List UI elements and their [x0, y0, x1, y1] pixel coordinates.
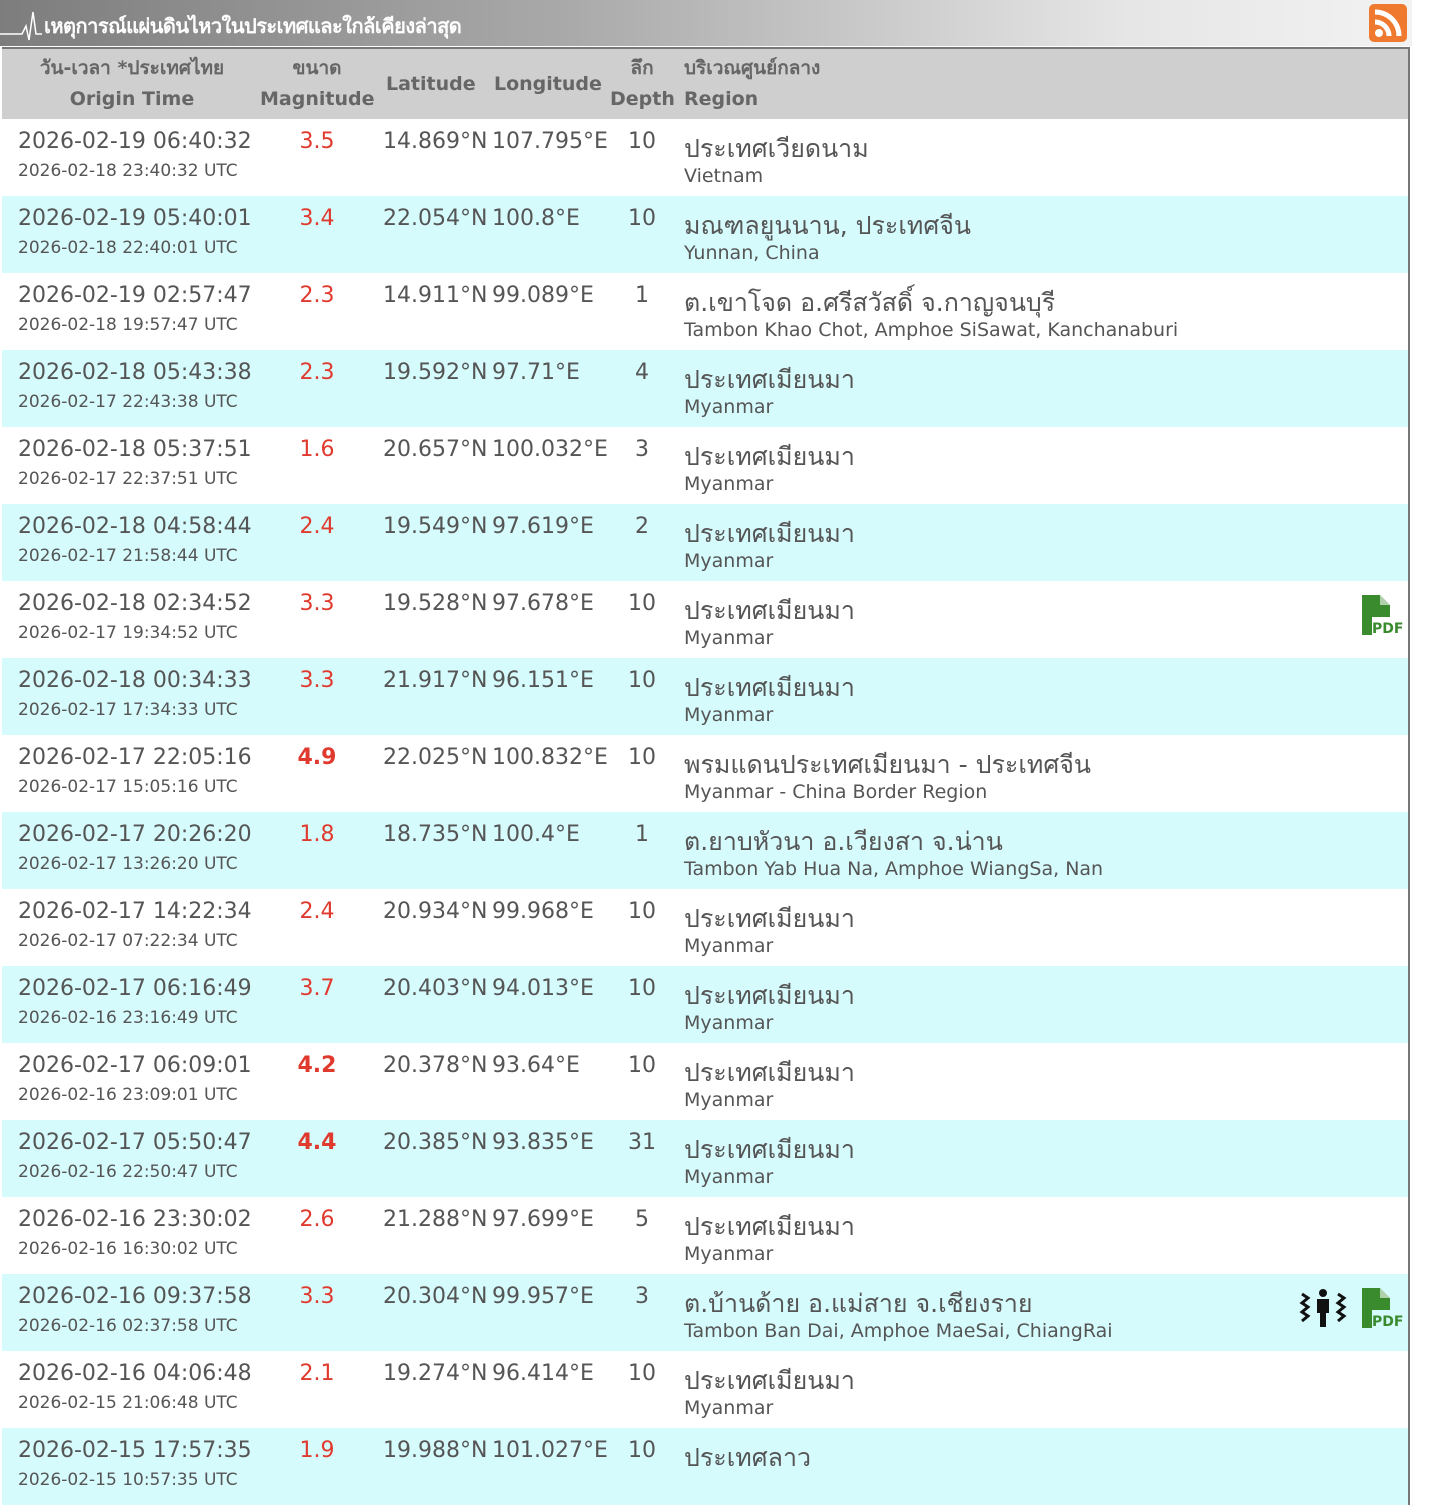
longitude: 97.71°E	[492, 360, 580, 385]
local-time: 2026-02-16 23:30:02	[18, 1207, 252, 1232]
latitude: 19.988°N	[383, 1438, 488, 1463]
latitude: 20.378°N	[383, 1053, 488, 1078]
magnitude: 3.3	[299, 668, 335, 693]
magnitude: 2.1	[299, 1361, 335, 1386]
longitude: 93.835°E	[492, 1130, 594, 1155]
local-time: 2026-02-18 02:34:52	[18, 591, 252, 616]
local-time: 2026-02-19 02:57:47	[18, 283, 252, 308]
local-time: 2026-02-16 09:37:58	[18, 1284, 252, 1309]
utc-time: 2026-02-16 02:37:58 UTC	[18, 1316, 238, 1336]
page-title: เหตุการณ์แผ่นดินไหวในประเทศและใกล้เคียงล่าสุด	[44, 14, 462, 38]
depth: 1	[635, 283, 649, 308]
depth: 10	[628, 976, 656, 1001]
region-english: Myanmar	[684, 1012, 774, 1034]
local-time: 2026-02-17 06:16:49	[18, 976, 252, 1001]
region-english: Tambon Yab Hua Na, Amphoe WiangSa, Nan	[684, 858, 1104, 880]
magnitude: 3.3	[299, 591, 335, 616]
magnitude: 2.4	[299, 514, 335, 539]
local-time: 2026-02-15 17:57:35	[18, 1438, 252, 1463]
longitude: 99.957°E	[492, 1284, 594, 1309]
magnitude: 4.4	[297, 1130, 337, 1155]
header-depth	[610, 53, 674, 115]
table-body	[2, 119, 1408, 1505]
region-thai[interactable]: ประเทศเมียนมา	[684, 519, 855, 548]
utc-time: 2026-02-17 13:26:20 UTC	[18, 854, 238, 874]
longitude: 97.619°E	[492, 514, 594, 539]
depth: 3	[635, 437, 649, 462]
local-time: 2026-02-19 05:40:01	[18, 206, 252, 231]
header-longitude: Longitude	[494, 73, 602, 95]
table-row[interactable]	[2, 350, 1408, 427]
latitude: 20.657°N	[383, 437, 488, 462]
header-depth-th: ลึก	[630, 57, 654, 79]
felt-report-icon[interactable]	[1296, 1288, 1350, 1336]
table-row[interactable]	[2, 1428, 1408, 1505]
pdf-report-icon[interactable]	[1360, 595, 1404, 643]
local-time: 2026-02-17 22:05:16	[18, 745, 252, 770]
header-latitude: Latitude	[386, 73, 476, 95]
utc-time: 2026-02-17 22:37:51 UTC	[18, 469, 238, 489]
longitude: 93.64°E	[492, 1053, 580, 1078]
longitude: 96.414°E	[492, 1361, 594, 1386]
region-english: Myanmar	[684, 704, 774, 726]
table-row[interactable]	[2, 273, 1408, 350]
header-region	[684, 53, 820, 115]
longitude: 94.013°E	[492, 976, 594, 1001]
region-thai[interactable]: ประเทศเมียนมา	[684, 1366, 855, 1395]
header-time-th: วัน-เวลา *ประเทศไทย	[39, 57, 225, 79]
seismograph-icon	[0, 8, 42, 42]
latitude: 21.288°N	[383, 1207, 488, 1232]
region-english: Myanmar	[684, 1166, 774, 1188]
longitude: 101.027°E	[492, 1438, 608, 1463]
region-thai[interactable]: มณฑลยูนนาน, ประเทศจีน	[684, 211, 971, 240]
depth: 2	[635, 514, 649, 539]
local-time: 2026-02-17 06:09:01	[18, 1053, 252, 1078]
local-time: 2026-02-18 04:58:44	[18, 514, 252, 539]
region-english: Myanmar	[684, 1089, 774, 1111]
utc-time: 2026-02-15 10:57:35 UTC	[18, 1470, 238, 1490]
table-row[interactable]	[2, 1120, 1408, 1197]
header-region-en: Region	[684, 88, 759, 110]
latitude: 20.403°N	[383, 976, 488, 1001]
longitude: 107.795°E	[492, 129, 608, 154]
depth: 10	[628, 1053, 656, 1078]
depth: 10	[628, 1361, 656, 1386]
latitude: 14.911°N	[383, 283, 488, 308]
latitude: 19.274°N	[383, 1361, 488, 1386]
utc-time: 2026-02-17 07:22:34 UTC	[18, 931, 238, 951]
magnitude: 3.3	[299, 1284, 335, 1309]
region-english: Myanmar	[684, 1397, 774, 1419]
table-header	[2, 49, 1408, 119]
region-english: Myanmar - China Border Region	[684, 781, 988, 803]
local-time: 2026-02-19 06:40:32	[18, 129, 252, 154]
region-thai[interactable]: ประเทศเมียนมา	[684, 673, 855, 702]
longitude: 97.678°E	[492, 591, 594, 616]
region-english: Myanmar	[684, 935, 774, 957]
table-row[interactable]	[2, 196, 1408, 273]
magnitude: 2.6	[299, 1207, 335, 1232]
table-row[interactable]	[2, 581, 1408, 658]
region-thai[interactable]: ประเทศเมียนมา	[684, 1212, 855, 1241]
utc-time: 2026-02-15 21:06:48 UTC	[18, 1393, 238, 1413]
row-icons	[1360, 595, 1404, 643]
table-row[interactable]	[2, 658, 1408, 735]
table-row[interactable]	[2, 1197, 1408, 1274]
latitude: 19.528°N	[383, 591, 488, 616]
latitude: 18.735°N	[383, 822, 488, 847]
latitude: 20.385°N	[383, 1130, 488, 1155]
local-time: 2026-02-18 00:34:33	[18, 668, 252, 693]
magnitude: 2.3	[299, 360, 335, 385]
utc-time: 2026-02-16 23:16:49 UTC	[18, 1008, 238, 1028]
region-english: Tambon Ban Dai, Amphoe MaeSai, ChiangRai	[684, 1320, 1113, 1342]
longitude: 99.968°E	[492, 899, 594, 924]
utc-time: 2026-02-17 15:05:16 UTC	[18, 777, 238, 797]
latitude: 22.025°N	[383, 745, 488, 770]
pdf-report-icon[interactable]	[1360, 1288, 1404, 1336]
latitude: 22.054°N	[383, 206, 488, 231]
region-english: Myanmar	[684, 396, 774, 418]
table-row[interactable]	[2, 889, 1408, 966]
region-thai[interactable]: พรมแดนประเทศเมียนมา - ประเทศจีน	[684, 750, 1091, 779]
magnitude: 1.6	[299, 437, 335, 462]
magnitude: 3.7	[299, 976, 335, 1001]
utc-time: 2026-02-17 19:34:52 UTC	[18, 623, 238, 643]
table-row[interactable]	[2, 504, 1408, 581]
region-english: Yunnan, China	[684, 242, 820, 264]
longitude: 100.4°E	[492, 822, 580, 847]
depth: 31	[628, 1130, 656, 1155]
header-mag-th: ขนาด	[292, 57, 342, 79]
latitude: 21.917°N	[383, 668, 488, 693]
utc-time: 2026-02-17 21:58:44 UTC	[18, 546, 238, 566]
depth: 10	[628, 899, 656, 924]
earthquake-table	[2, 47, 1410, 1505]
region-thai[interactable]: ต.ยาบหัวนา อ.เวียงสา จ.น่าน	[684, 827, 1003, 856]
region-english: Myanmar	[684, 473, 774, 495]
region-thai[interactable]: ประเทศเมียนมา	[684, 442, 855, 471]
longitude: 100.8°E	[492, 206, 580, 231]
longitude: 97.699°E	[492, 1207, 594, 1232]
local-time: 2026-02-17 20:26:20	[18, 822, 252, 847]
region-english: Vietnam	[684, 165, 764, 187]
latitude: 14.869°N	[383, 129, 488, 154]
utc-time: 2026-02-18 22:40:01 UTC	[18, 238, 238, 258]
depth: 10	[628, 591, 656, 616]
region-thai[interactable]: ประเทศเมียนมา	[684, 904, 855, 933]
table-row[interactable]	[2, 427, 1408, 504]
magnitude: 1.8	[299, 822, 335, 847]
region-thai[interactable]: ประเทศเวียดนาม	[684, 134, 869, 163]
utc-time: 2026-02-18 23:40:32 UTC	[18, 161, 238, 181]
region-thai[interactable]: ต.เขาโจด อ.ศรีสวัสดิ์ จ.กาญจนบุรี	[684, 288, 1056, 317]
region-english: Myanmar	[684, 627, 774, 649]
region-thai[interactable]: ประเทศเมียนมา	[684, 981, 855, 1010]
local-time: 2026-02-18 05:43:38	[18, 360, 252, 385]
magnitude: 4.2	[297, 1053, 337, 1078]
region-thai[interactable]: ประเทศเมียนมา	[684, 1058, 855, 1087]
table-row[interactable]	[2, 119, 1408, 196]
depth: 3	[635, 1284, 649, 1309]
depth: 1	[635, 822, 649, 847]
header-magnitude	[260, 53, 374, 115]
depth: 5	[635, 1207, 649, 1232]
longitude: 96.151°E	[492, 668, 594, 693]
region-english: Myanmar	[684, 550, 774, 572]
region-english: Myanmar	[684, 1243, 774, 1265]
row-icons	[1296, 1288, 1404, 1336]
depth: 10	[628, 745, 656, 770]
table-row[interactable]	[2, 1274, 1408, 1351]
latitude: 19.592°N	[383, 360, 488, 385]
region-thai[interactable]: ประเทศเมียนมา	[684, 596, 855, 625]
header-time-en: Origin Time	[69, 88, 195, 110]
region-thai[interactable]: ประเทศเมียนมา	[684, 365, 855, 394]
latitude: 20.304°N	[383, 1284, 488, 1309]
utc-time: 2026-02-17 22:43:38 UTC	[18, 392, 238, 412]
utc-time: 2026-02-16 22:50:47 UTC	[18, 1162, 238, 1182]
depth: 10	[628, 1438, 656, 1463]
local-time: 2026-02-18 05:37:51	[18, 437, 252, 462]
region-thai[interactable]: ประเทศเมียนมา	[684, 1135, 855, 1164]
magnitude: 2.3	[299, 283, 335, 308]
table-row[interactable]	[2, 966, 1408, 1043]
header-time	[12, 53, 252, 115]
local-time: 2026-02-17 14:22:34	[18, 899, 252, 924]
magnitude: 3.5	[299, 129, 335, 154]
magnitude: 2.4	[299, 899, 335, 924]
header-mag-en: Magnitude	[260, 88, 375, 110]
region-english: Tambon Khao Chot, Amphoe SiSawat, Kanchanaburi	[684, 319, 1179, 341]
region-thai[interactable]: ต.บ้านด้าย อ.แม่สาย จ.เชียงราย	[684, 1289, 1033, 1318]
table-row[interactable]	[2, 1043, 1408, 1120]
local-time: 2026-02-17 05:50:47	[18, 1130, 252, 1155]
local-time: 2026-02-16 04:06:48	[18, 1361, 252, 1386]
depth: 10	[628, 668, 656, 693]
svg-text:PDF: PDF	[1372, 621, 1404, 637]
depth: 10	[628, 206, 656, 231]
region-thai[interactable]: ประเทศลาว	[684, 1443, 812, 1472]
table-row[interactable]	[2, 812, 1408, 889]
svg-text:PDF: PDF	[1372, 1314, 1404, 1330]
longitude: 100.032°E	[492, 437, 608, 462]
header-region-th: บริเวณศูนย์กลาง	[684, 57, 821, 79]
utc-time: 2026-02-16 16:30:02 UTC	[18, 1239, 238, 1259]
utc-time: 2026-02-18 19:57:47 UTC	[18, 315, 238, 335]
latitude: 19.549°N	[383, 514, 488, 539]
table-row[interactable]	[2, 735, 1408, 812]
magnitude: 4.9	[297, 745, 337, 770]
table-row[interactable]	[2, 1351, 1408, 1428]
longitude: 99.089°E	[492, 283, 594, 308]
title-bar	[0, 0, 1412, 46]
depth: 4	[635, 360, 649, 385]
latitude: 20.934°N	[383, 899, 488, 924]
utc-time: 2026-02-16 23:09:01 UTC	[18, 1085, 238, 1105]
depth: 10	[628, 129, 656, 154]
magnitude: 1.9	[299, 1438, 335, 1463]
longitude: 100.832°E	[492, 745, 608, 770]
utc-time: 2026-02-17 17:34:33 UTC	[18, 700, 238, 720]
magnitude: 3.4	[299, 206, 335, 231]
rss-feed-icon[interactable]	[1369, 4, 1407, 42]
header-depth-en: Depth	[610, 88, 675, 110]
